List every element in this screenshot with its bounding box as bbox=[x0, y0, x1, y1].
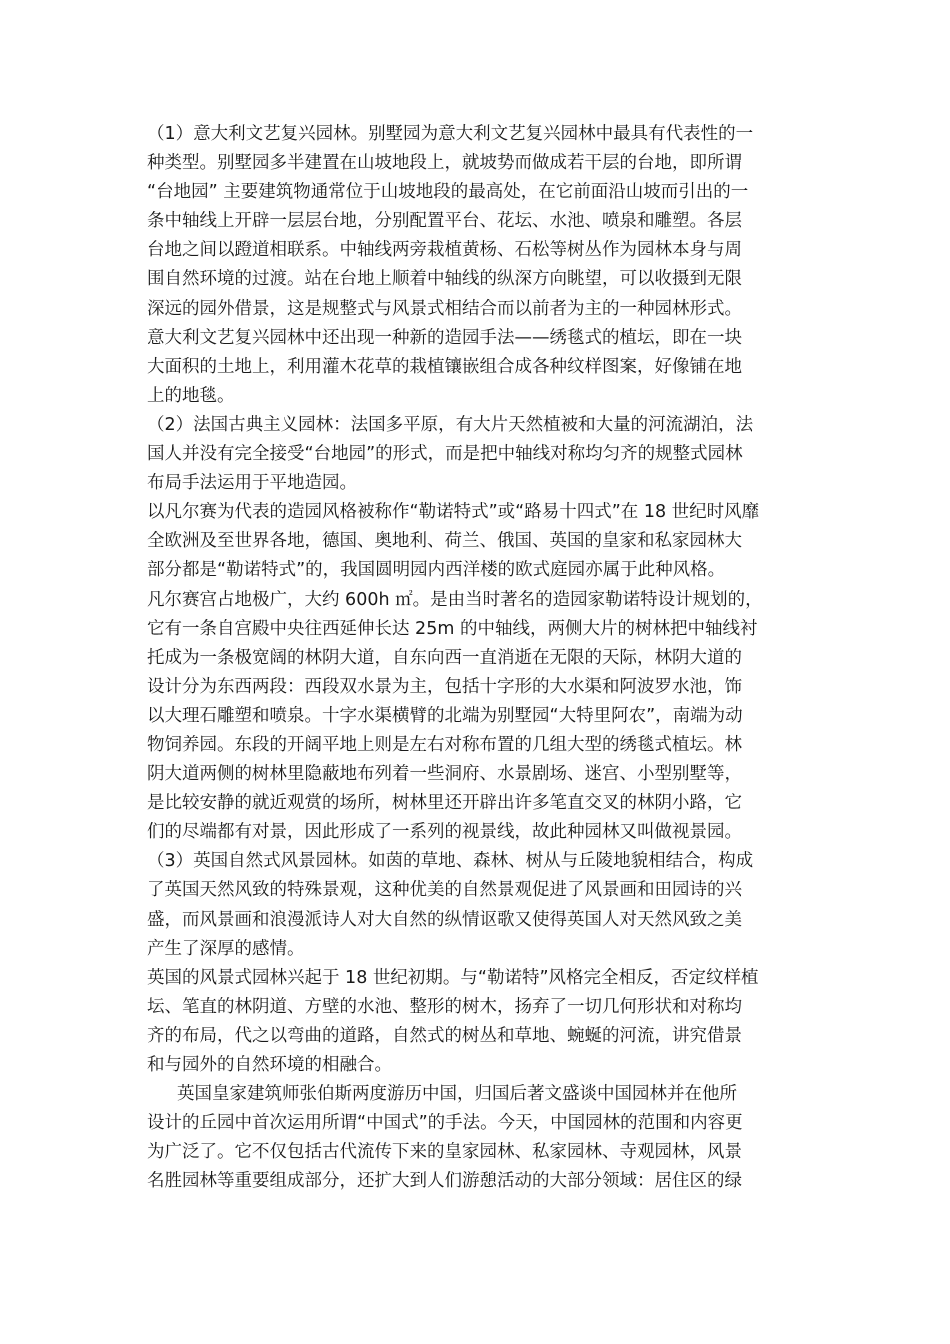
text-line: 围自然环境的过渡。站在台地上顺着中轴线的纵深方向眺望，可以收摄到无限 bbox=[147, 269, 742, 290]
text-line: 盛，而风景画和浪漫派诗人对大自然的纵情讴歌又使得英国人对天然风致之美 bbox=[147, 909, 742, 930]
text-line: 设计的丘园中首次运用所谓“中国式”的手法。今天，中国园林的范围和内容更 bbox=[147, 1113, 743, 1134]
text-line: 是比较安静的就近观赏的场所，树林里还开辟出许多笔直交叉的林阴小路，它 bbox=[147, 793, 742, 814]
text-line: 凡尔赛宫占地极广，大约 600h ㎡。是由当时著名的造园家勒诺特设计规划的， bbox=[147, 589, 763, 610]
text-line: 全欧洲及至世界各地，德国、奥地利、荷兰、俄国、英国的皇家和私家园林大 bbox=[147, 531, 742, 552]
text-line: 设计分为东西两段：西段双水景为主，包括十字形的大水渠和阿波罗水池，饰 bbox=[147, 676, 742, 697]
text-line: 大面积的土地上，利用灌木花草的栽植镶嵌组合成各种纹样图案，好像铺在地 bbox=[147, 356, 742, 377]
text-line: 了英国天然风致的特殊景观，这种优美的自然景观促进了风景画和田园诗的兴 bbox=[147, 880, 742, 901]
text-line: 它有一条自宫殿中央往西延伸长达 25m 的中轴线，两侧大片的树林把中轴线衬 bbox=[147, 618, 758, 639]
text-line: 名胜园林等重要组成部分，还扩大到人们游憩活动的大部分领域：居住区的绿 bbox=[147, 1171, 742, 1192]
text-line: 为广泛了。它不仅包括古代流传下来的皇家园林、私家园林、寺观园林，风景 bbox=[147, 1142, 742, 1163]
text-line: 布局手法运用于平地造园。 bbox=[147, 473, 357, 494]
text-line: 上的地毯。 bbox=[147, 385, 235, 406]
text-line: 台地之间以蹬道相联系。中轴线两旁栽植黄杨、石松等树丛作为园林本身与周 bbox=[147, 240, 742, 261]
text-line: 齐的布局，代之以弯曲的道路，自然式的树丛和草地、蜿蜒的河流，讲究借景 bbox=[147, 1025, 742, 1046]
text-line: 阴大道两侧的树林里隐蔽地布列着一些洞府、水景剧场、迷宫、小型别墅等， bbox=[147, 764, 742, 785]
text-line: 意大利文艺复兴园林中还出现一种新的造园手法——绣毯式的植坛，即在一块 bbox=[147, 327, 742, 348]
text-line: 和与园外的自然环境的相融合。 bbox=[147, 1055, 392, 1075]
text-line-indented: 英国皇家建筑师张伯斯两度游历中国，归国后著文盛谈中国园林并在他所 bbox=[177, 1084, 737, 1105]
text-line: 们的尽端都有对景，因此形成了一系列的视景线，故此种园林又叫做视景园。 bbox=[147, 822, 742, 843]
text-line: 坛、笔直的林阴道、方壁的水池、整形的树木，扬弃了一切几何形状和对称均 bbox=[147, 996, 742, 1017]
text-line: 种类型。别墅园多半建置在山坡地段上，就坡势而做成若干层的台地，即所谓 bbox=[147, 153, 742, 174]
text-line: （3）英国自然式风景园林。如茵的草地、森林、树从与丘陵地貌相结合，构成 bbox=[147, 851, 754, 872]
text-line: 英国的风景式园林兴起于 18 世纪初期。与“勒诺特”风格完全相反，否定纹样植 bbox=[147, 967, 759, 988]
text-line: “台地园” 主要建筑物通常位于山坡地段的最高处，在它前面沿山坡而引出的一 bbox=[147, 182, 749, 203]
text-line: 产生了深厚的感情。 bbox=[147, 938, 305, 959]
text-line: 以大理石雕塑和喷泉。十字水渠横臂的北端为别墅园“大特里阿农”，南端为动 bbox=[147, 705, 743, 726]
text-line: 物饲养园。东段的开阔平地上则是左右对称布置的几组大型的绣毯式植坛。林 bbox=[147, 734, 742, 755]
text-line: 国人并没有完全接受“台地园”的形式，而是把中轴线对称均匀齐的规整式园林 bbox=[147, 444, 743, 465]
text-line: 托成为一条极宽阔的林阴大道，自东向西一直消逝在无限的天际，林阴大道的 bbox=[147, 647, 742, 668]
text-line: 条中轴线上开辟一层层台地，分别配置平台、花坛、水池、喷泉和雕塑。各层 bbox=[147, 211, 742, 232]
text-line: 以凡尔赛为代表的造园风格被称作“勒诺特式”或“路易十四式”在 18 世纪时风靡 bbox=[147, 502, 760, 523]
text-line: （2）法国古典主义园林：法国多平原，有大片天然植被和大量的河流湖泊，法 bbox=[147, 414, 754, 435]
body-text bbox=[147, 120, 817, 1196]
text-line: 部分都是“勒诺特式”的，我国圆明园内西洋楼的欧式庭园亦属于此种风格。 bbox=[147, 560, 726, 581]
text-line: （1）意大利文艺复兴园林。别墅园为意大利文艺复兴园林中最具有代表性的一 bbox=[147, 124, 754, 144]
text-line: 深远的园外借景，这是规整式与风景式相结合而以前者为主的一种园林形式。 bbox=[147, 298, 742, 319]
